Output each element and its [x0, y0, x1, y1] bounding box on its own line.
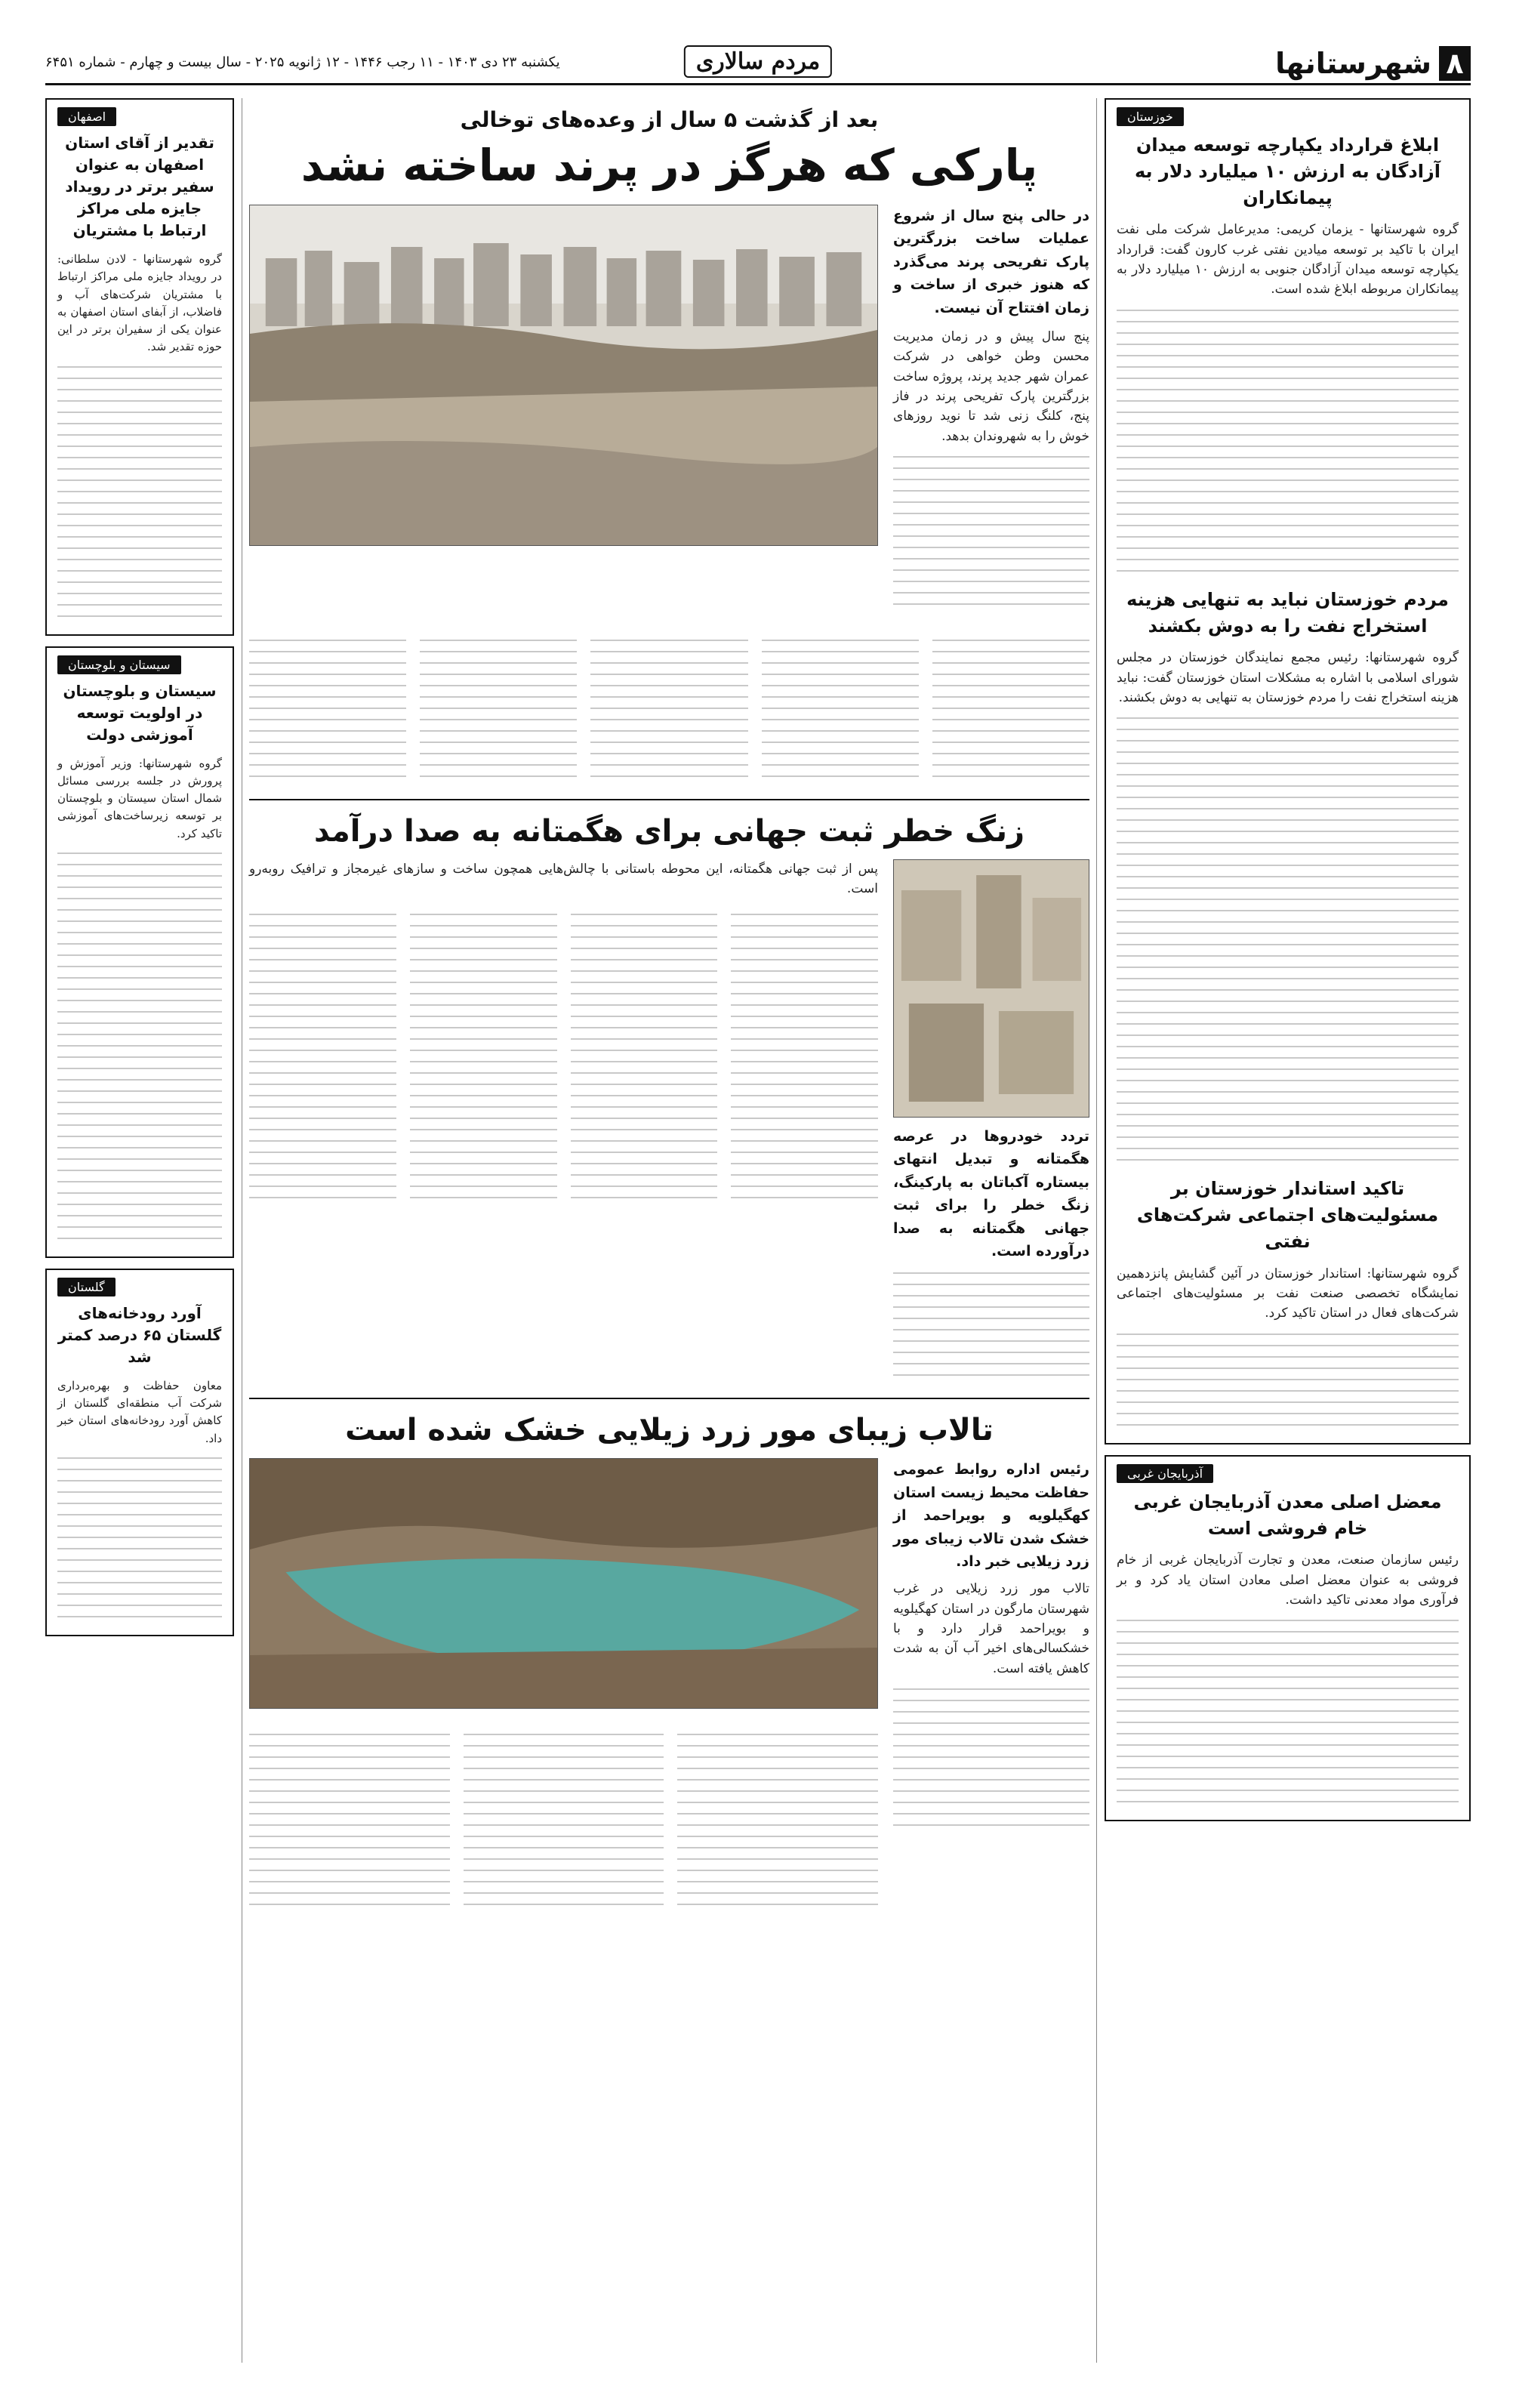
region-tag: آذربایجان غربی	[1117, 1464, 1213, 1483]
article-headline: تالاب زیبای مور زرد زیلایی خشک شده است	[345, 1413, 994, 1448]
article-body-text	[1117, 1620, 1459, 1802]
region-tag: گلستان	[57, 1278, 116, 1296]
article-body: تالاب مور زرد زیلایی در غرب شهرستان مارگون در استان کهگیلویه و بویراحمد قرار دارد و با خشکسالی‌های اخیر آب آن به شدت کاهش یافته است.	[889, 1581, 1089, 1676]
article-body-text	[1117, 717, 1459, 1161]
article-lede: رئیس اداره روابط عمومی حفاظت محیط زیست استان کهگیلویه و بویراحمد از خشک شدن تالاب زیبای مور زرد زیلایی خبر داد.	[893, 1461, 1089, 1570]
article-lede: تردد خودروها در عرصه هگمتانه و تبدیل انتهای بیستاره آکباتان به پارکینگ، زنگ خطر را برای ثبت جهانی هگمتانه به صدا درآورده است.	[893, 1128, 1089, 1259]
article-body-text	[1117, 1333, 1459, 1426]
article-title: معضل اصلی معدن آذربایجان غربی خام فروشی است	[1133, 1491, 1442, 1539]
article-headline: زنگ خطر ثبت جهانی برای هگمتانه به صدا درآمد	[313, 814, 1025, 849]
article-lead: گروه شهرستانها: رئیس مجمع نمایندگان خوزستان در مجلس شورای اسلامی با اشاره به مشکلات استان خوزستان گفت: نباید هزینه استخراج نفت را مردم خوزستان به تنهایی به دوش بکشند.	[1112, 650, 1459, 706]
article-title: سیستان و بلوچستان در اولویت توسعه آموزشی دولت	[63, 681, 217, 744]
article-text-column	[889, 205, 1089, 615]
article-lead: معاون حفاظت و بهره‌برداری شرکت آب منطقه‌ای گلستان از کاهش آورد رودخانه‌های استان خبر داد.	[54, 1378, 222, 1445]
article-isfahan	[45, 98, 234, 636]
article-title: تقدیر از آقای استان اصفهان به عنوان سفیر برتر در رویداد جایزه ملی مراکز ارتباط با مشتریان	[65, 134, 214, 239]
region-tag: سیستان و بلوچستان	[57, 655, 181, 674]
article-sistan	[45, 646, 234, 1258]
main-headline: پارکی که هرگز در پرند ساخته نشد	[300, 140, 1038, 191]
article-body-text	[57, 853, 222, 1239]
article-body-text	[57, 366, 222, 617]
lagoon-photo	[249, 1458, 878, 1709]
article-parand-park	[249, 107, 1089, 787]
section-header	[1275, 46, 1471, 81]
section-title: شهرستانها	[1275, 47, 1431, 80]
article-hegmataneh	[245, 814, 1089, 1386]
park-photo	[249, 205, 878, 546]
article-lead: گروه شهرستانها - یزمان کریمی: مدیرعامل شرکت ملی نفت ایران با تاکید بر توسعه میادین نفتی غرب کارون گفت: قرارداد یکپارچه توسعه میدان آزادگان جنوبی به ارزش ۱۰ میلیارد دلار به پیمانکاران مربوطه ابلاغ شده است.	[1112, 222, 1459, 298]
article-body: پس از ثبت جهانی هگمتانه، این محوطه باستانی با چالش‌هایی همچون ساخت و سازهای غیرمجاز و ترافیک روبه‌رو است.	[245, 862, 878, 897]
masthead	[45, 44, 1471, 85]
region-tag: اصفهان	[57, 107, 116, 126]
article-golestan	[45, 1269, 234, 1636]
article-azadegan	[1105, 98, 1471, 1444]
article-lede: در حالی پنج سال از شروع عملیات ساخت بزرگترین پارک تفریحی پرند می‌گذرد که هنوز خبری از ساخت و زمان افتتاح آن نیست.	[893, 208, 1089, 316]
article-body-text	[57, 1457, 222, 1617]
region-tag: خوزستان	[1117, 107, 1184, 126]
hegmataneh-photo	[893, 859, 1089, 1118]
newspaper-logo: مردم سالاری	[684, 45, 832, 78]
page-number: ۸	[1439, 46, 1471, 81]
article-body: پنج سال پیش و در زمان مدیریت محسن وطن خواهی در شرکت عمران شهر جدید پرند، پروژه ساخت بزرگترین پارک تفریحی پرند در فاز پنج، کلنگ زنی شد تا نوید روزهای خوش را به شهروندان بدهد.	[889, 328, 1089, 444]
article-text-column	[889, 1458, 1089, 1915]
article-title: آورد رودخانه‌های گلستان ۶۵ درصد کمتر شد	[57, 1303, 222, 1366]
article-kicker: بعد از گذشت ۵ سال از وعده‌های توخالی	[460, 107, 879, 132]
article-text-column	[893, 859, 1089, 1386]
left-column	[45, 98, 234, 2363]
center-column	[245, 98, 1089, 2363]
article-body-text	[1117, 310, 1459, 572]
article-mour-zard-lagoon	[249, 1413, 1089, 1915]
issue-info: یکشنبه ۲۳ دی ۱۴۰۳ - ۱۱ رجب ۱۴۴۶ - ۱۲ ژانویه ۲۰۲۵ - سال بیست و چهارم - شماره ۶۴۵۱	[45, 54, 560, 70]
article-lead: گروه شهرستانها: استاندار خوزستان در آئین گشایش پانزدهمین نمایشگاه تخصصی صنعت نفت بر مسئولیت‌های اجتماعی شرکت‌های فعال در استان تاکید کرد.	[1112, 1266, 1459, 1321]
article-title: ابلاغ قرارداد یکپارچه توسعه میدان آزادگان به ارزش ۱۰ میلیارد دلار به پیمانکاران	[1135, 134, 1441, 208]
article-lead: گروه شهرستانها - لادن سلطانی: در رویداد جایزه ملی مراکز ارتباط با مشتریان شرکت‌های آب و فاضلاب، از آبفای استان اصفهان به عنوان یکی از سفیران برتر در این حوزه تقدیر شد.	[54, 252, 222, 354]
article-lead: گروه شهرستانها: وزیر آموزش و پرورش در جلسه بررسی مسائل شمال استان سیستان و بلوچستان بر توسعه زیرساخت‌های آموزشی تاکید کرد.	[54, 756, 222, 840]
article-title: تاکید استاندار خوزستان بر مسئولیت‌های اجتماعی شرکت‌های نفتی	[1136, 1178, 1439, 1252]
right-column	[1105, 98, 1471, 2363]
article-azarbaijan	[1105, 1455, 1471, 1822]
article-title: مردم خوزستان نباید به تنهایی هزینه استخراج نفت را به دوش بکشند	[1126, 588, 1449, 637]
article-lead: رئیس سازمان صنعت، معدن و تجارت آذربایجان غربی از خام فروشی به عنوان معضل اصلی معادن استان یاد کرد و بر فرآوری مواد معدنی تاکید داشت.	[1112, 1552, 1459, 1608]
